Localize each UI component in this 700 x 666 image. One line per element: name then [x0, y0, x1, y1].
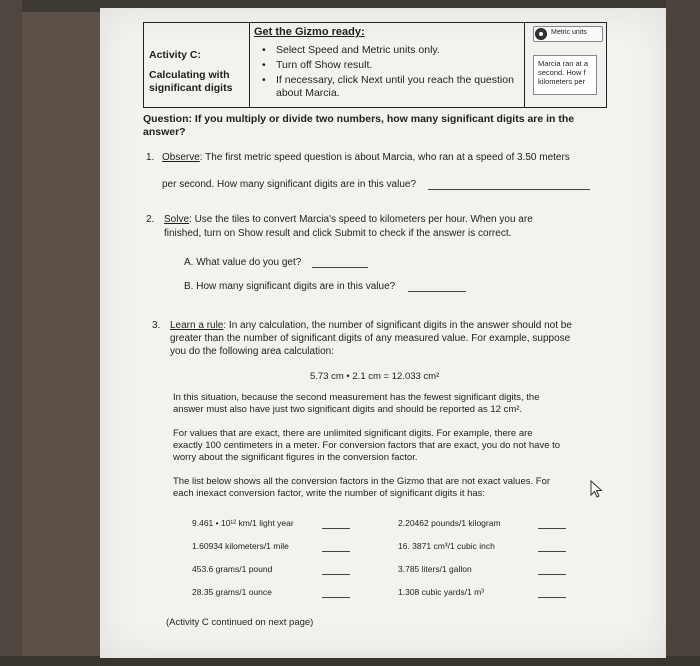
gizmo-bullet-text: Turn off Show result. [276, 59, 373, 71]
marcia-question-preview [533, 55, 597, 95]
conversion-factor-right: 2.20462 pounds/1 kilogram [398, 518, 501, 528]
conversion-answer-blank[interactable] [538, 597, 566, 598]
activity-subtitle: Calculating with significant digits [149, 69, 233, 94]
q1-line1 [162, 151, 602, 164]
gizmo-bullet-text: Select Speed and Metric units only. [276, 44, 440, 56]
q2b-answer-blank[interactable] [408, 291, 466, 292]
metric-units-option [533, 26, 603, 42]
conversion-answer-blank[interactable] [322, 574, 350, 575]
activity-title: Activity C: [149, 49, 201, 61]
bullet-icon: • [262, 74, 266, 86]
activity-cell [144, 23, 250, 107]
gizmo-preview-cell [525, 23, 606, 107]
conversion-factor-right: 3.785 liters/1 gallon [398, 564, 472, 574]
conversion-answer-blank[interactable] [538, 551, 566, 552]
mouse-pointer-icon [590, 480, 604, 498]
q1-text-line1: : The first metric speed question is about Marcia, who ran at a speed of 3.50 meters [199, 152, 570, 163]
q3-para2-line3: worry about the significant figures in the conversion factor. [173, 452, 418, 463]
metric-units-label: Metric units [551, 29, 587, 36]
q2-part-b: B. How many significant digits are in this value? [184, 281, 396, 292]
q1-text-line2: per second. How many significant digits are in this value? [162, 179, 417, 190]
conversion-answer-blank[interactable] [322, 551, 350, 552]
q2-label: Solve [164, 214, 190, 225]
conversion-factor-left: 28.35 grams/1 ounce [192, 587, 272, 597]
background-left [0, 0, 22, 666]
q2-part-a: A. What value do you get? [184, 257, 302, 268]
q3-para3-line1: The list below shows all the conversion factors in the Gizmo that are not exact values. For [173, 476, 551, 487]
q1-answer-blank[interactable] [428, 189, 590, 190]
q3-para3-line2: each inexact conversion factor, write the number of significant digits it has: [173, 488, 486, 499]
conversion-answer-blank[interactable] [322, 528, 350, 529]
q2-text-line1: : Use the tiles to convert Marcia's speed to kilometers per hour. When you are [189, 214, 533, 225]
q2-number: 2. [146, 214, 155, 225]
q3-para1-line1: In this situation, because the second measurement has the fewest significant digits, the [173, 392, 540, 403]
q2a-answer-blank[interactable] [312, 267, 368, 268]
q3-text-line1: : In any calculation, the number of significant digits in the answer should not be [223, 320, 572, 331]
q3-number: 3. [152, 320, 161, 331]
main-question: Question: If you multiply or divide two numbers, how many significant digits are in the answer? [143, 113, 575, 138]
q1-label: Observe [162, 152, 200, 163]
q3-para1-line2: answer must also have just two significant digits and should be reported as 12 cm². [173, 404, 523, 415]
bullet-icon: • [262, 44, 266, 56]
q1-line2 [162, 178, 416, 191]
conversion-answer-blank[interactable] [538, 574, 566, 575]
q3-label: Learn a rule [170, 320, 224, 331]
q2-text-line2: finished, turn on Show result and click Submit to check if the answer is correct. [164, 228, 512, 239]
conversion-factor-left: 453.6 grams/1 pound [192, 564, 273, 574]
q3-text-line3: you do the following area calculation: [170, 346, 334, 357]
q3-para2-line2: exactly 100 centimeters in a meter. For conversion factors that are exact, you do not have to [173, 440, 561, 451]
q3-equation: 5.73 cm • 2.1 cm = 12.033 cm² [310, 371, 440, 382]
marcia-preview-text: Marcia ran at a second. How f kilometers per [538, 59, 589, 86]
gizmo-ready-cell [250, 23, 525, 107]
q1-number: 1. [146, 152, 155, 163]
background-right [666, 0, 700, 666]
q3-text-line2: greater than the number of significant digits of any measured value. For example, suppose [170, 333, 571, 344]
conversion-answer-blank[interactable] [322, 597, 350, 598]
q3-line1 [170, 319, 610, 332]
activity-header-table [143, 22, 607, 108]
worksheet-page [100, 8, 666, 658]
continued-footer: (Activity C continued on next page) [166, 617, 314, 628]
gizmo-bullet-text: If necessary, click Next until you reach the question about Marcia. [276, 74, 514, 99]
conversion-factor-right: 1.308 cubic yards/1 m³ [398, 587, 484, 597]
conversion-factor-left: 1.60934 kilometers/1 mile [192, 541, 289, 551]
conversion-factor-left: 9.461 • 10¹² km/1 light year [192, 518, 294, 528]
gizmo-ready-heading: Get the Gizmo ready: [254, 26, 365, 38]
q2-line1 [164, 213, 604, 226]
conversion-factor-right: 16. 3871 cm³/1 cubic inch [398, 541, 495, 551]
q3-para2-line1: For values that are exact, there are unlimited significant digits. For example, there are [173, 428, 533, 439]
bullet-icon: • [262, 59, 266, 71]
conversion-answer-blank[interactable] [538, 528, 566, 529]
radio-selected-icon [535, 28, 547, 40]
